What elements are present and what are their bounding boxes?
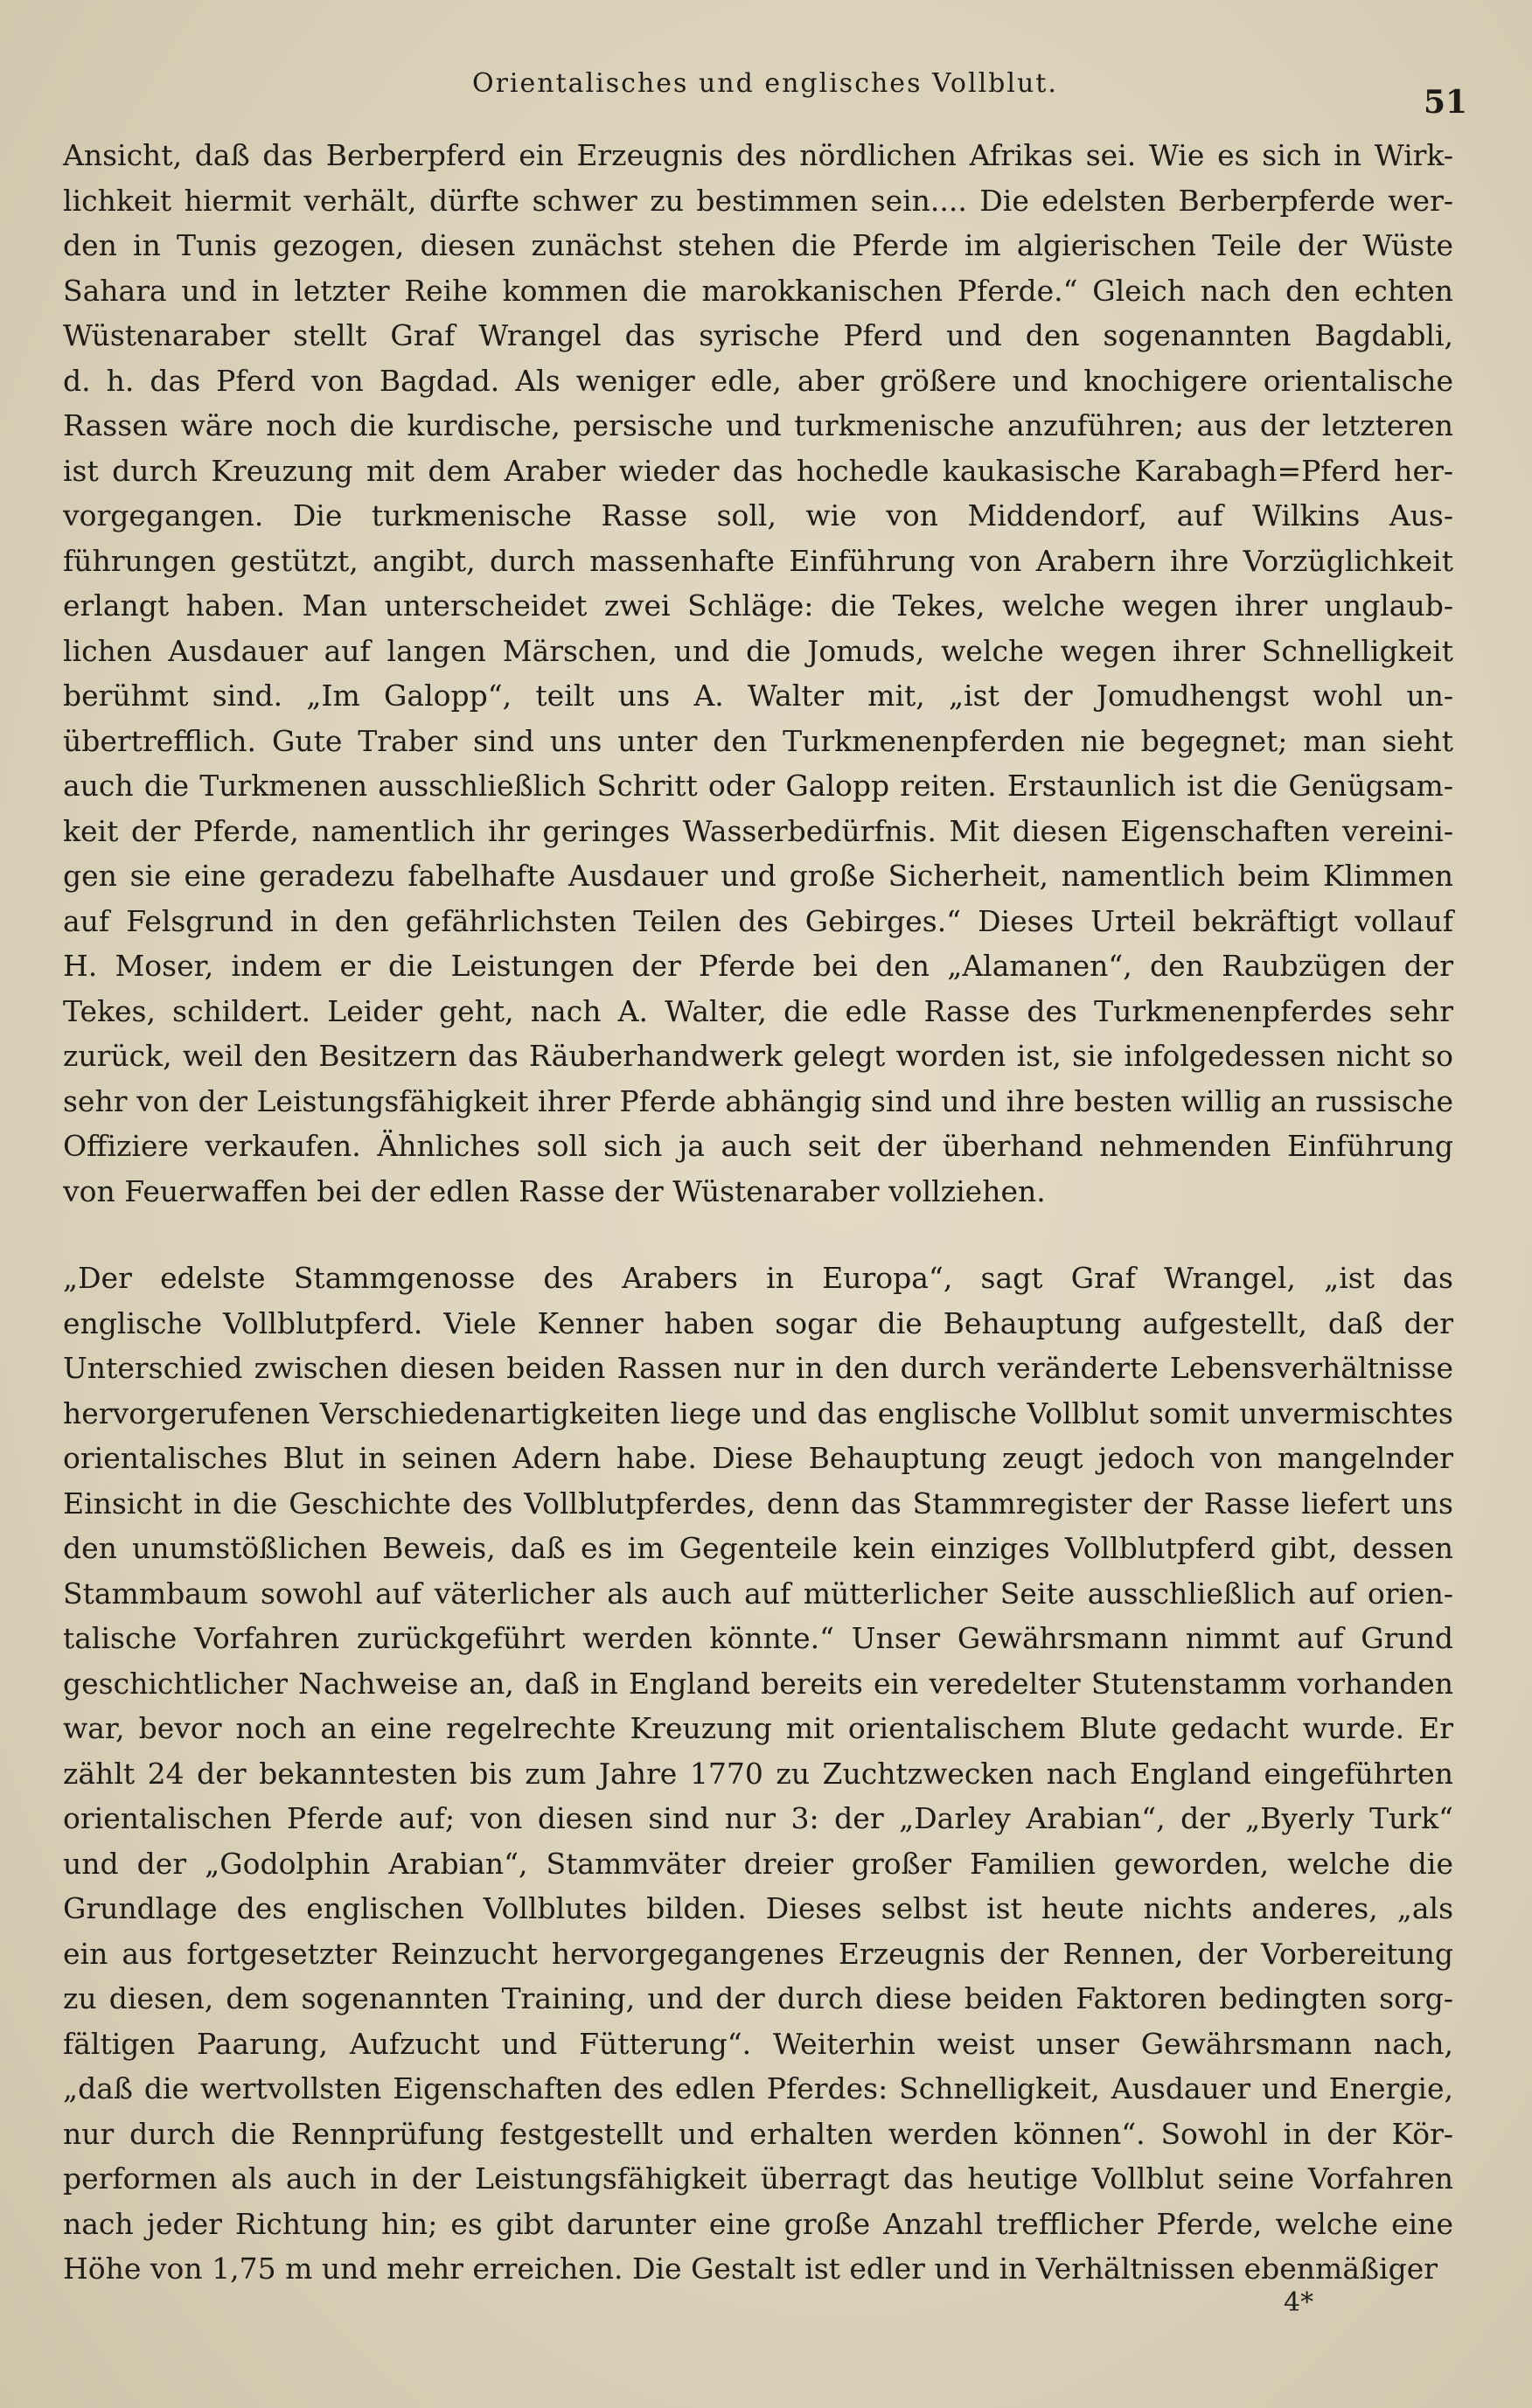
text-line: orientalischen Pferde auf; von diesen sind nur 3: der „Darley Arabian“, der „Byerly Turk“ [63,1801,1453,1835]
text-line: Höhe von 1,75 m und mehr erreichen. Die Gestalt ist edler und in Verhältnissen ebenmäßiger [63,2251,1438,2286]
text-line: Ansicht, daß das Berberpferd ein Erzeugnis des nördlichen Afrikas sei. Wie es sich in Wirk- [63,138,1453,172]
page-header [0,68,1532,121]
text-line: nach jeder Richtung hin; es gibt darunter eine große Anzahl trefflicher Pferde, welche eine [63,2206,1453,2241]
text-line: ein aus fortgesetzter Reinzucht hervorgegangenes Erzeugnis der Rennen, der Vorbereitung [63,1936,1453,1971]
text-line: fältigen Paarung, Aufzucht und Fütterung“. Weiterhin weist unser Gewährsmann nach, [63,2026,1453,2061]
text-line: Rassen wäre noch die kurdische, persische und turkmenische anzuführen; aus der letzteren [63,408,1453,442]
text-line: d. h. das Pferd von Bagdad. Als weniger edle, aber größere und knochigere orientalische [63,363,1453,398]
text-line: Stammbaum sowohl auf väterlicher als auch auf mütterlicher Seite ausschließlich auf orien- [63,1576,1453,1611]
text-line: berühmt sind. „Im Galopp“, teilt uns A. Walter mit, „ist der Jomudhengst wohl un- [63,679,1453,713]
text-line: zurück, weil den Besitzern das Räuberhandwerk gelegt worden ist, sie infolgedessen nicht so [63,1039,1453,1073]
text-line: „daß die wertvollsten Eigenschaften des edlen Pferdes: Schnelligkeit, Ausdauer und Energie, [63,2071,1453,2105]
text-line: orientalisches Blut in seinen Adern habe. Diese Behauptung zeugt jedoch von mangelnder [63,1441,1453,1475]
text-line: war, bevor noch an eine regelrechte Kreuzung mit orientalischem Blute gedacht wurde. Er [63,1711,1453,1745]
text-line: performen als auch in der Leistungsfähigkeit überragt das heutige Vollblut seine Vorfahren [63,2161,1453,2196]
text-line: englische Vollblutpferd. Viele Kenner haben sogar die Behauptung aufgestellt, daß der [63,1305,1453,1340]
text-line: vorgegangen. Die turkmenische Rasse soll, wie von Middendorf, auf Wilkins Aus- [63,498,1453,532]
text-line: auch die Turkmenen ausschließlich Schritt oder Galopp reiten. Erstaunlich ist die Genügsam- [63,769,1453,803]
text-line: gen sie eine geradezu fabelhafte Ausdauer und große Sicherheit, namentlich beim Klimmen [63,859,1453,893]
text-line: keit der Pferde, namentlich ihr geringes Wasserbedürfnis. Mit diesen Eigenschaften vereini- [63,813,1453,848]
paragraph [63,133,1453,1214]
text-line: den in Tunis gezogen, diesen zunächst stehen die Pferde im algierischen Teile der Wüste [63,228,1453,262]
signature-mark: 4* [1284,2287,1314,2318]
text-line: von Feuerwaffen bei der edlen Rasse der Wüstenaraber vollziehen. [63,1173,1046,1208]
body-text [63,133,1453,2292]
text-line: sehr von der Leistungsfähigkeit ihrer Pferde abhängig sind und ihre besten willig an russische [63,1083,1453,1118]
text-line: zählt 24 der bekanntesten bis zum Jahre 1770 zu Zuchtzwecken nach England eingeführten [63,1756,1453,1791]
text-line: talische Vorfahren zurückgeführt werden könnte.“ Unser Gewährsmann nimmt auf Grund [63,1621,1453,1655]
text-line: führungen gestützt, angibt, durch massenhafte Einführung von Arabern ihre Vorzüglichkeit [63,543,1453,578]
text-line: Grundlage des englischen Vollblutes bilden. Dieses selbst ist heute nichts anderes, „als [63,1891,1453,1925]
text-line: H. Moser, indem er die Leistungen der Pferde bei den „Alamanen“, den Raubzügen der [63,949,1453,983]
text-line: lichen Ausdauer auf langen Märschen, und die Jomuds, welche wegen ihrer Schnelligkeit [63,633,1453,668]
text-line: ist durch Kreuzung mit dem Araber wieder das hochedle kaukasische Karabagh=Pferd her- [63,453,1453,488]
page-number: 51 [1424,84,1468,121]
text-line: geschichtlicher Nachweise an, daß in England bereits ein veredelter Stutenstamm vorhanden [63,1666,1453,1701]
text-line: „Der edelste Stammgenosse des Arabers in Europa“, sagt Graf Wrangel, „ist das [63,1261,1453,1295]
text-line: Einsicht in die Geschichte des Vollblutpferdes, denn das Stammregister der Rasse liefert uns [63,1486,1453,1521]
paragraph-gap [63,1214,1453,1256]
text-line: hervorgerufenen Verschiedenartigkeiten liege und das englische Vollblut somit unvermischtes [63,1395,1453,1430]
text-line: Wüstenaraber stellt Graf Wrangel das syrische Pferd und den sogenannten Bagdabli, [63,318,1453,352]
text-line: zu diesen, dem sogenannten Training, und der durch diese beiden Faktoren bedingten sorg- [63,1981,1453,2015]
text-line: übertrefflich. Gute Traber sind uns unter den Turkmenenpferden nie begegnet; man sieht [63,723,1453,758]
text-line: nur durch die Rennprüfung festgestellt und erhalten werden können“. Sowohl in der Kör- [63,2116,1453,2151]
running-title: Orientalisches und englisches Vollblut. [472,68,1058,99]
text-line: Offiziere verkaufen. Ähnliches soll sich ja auch seit der überhand nehmenden Einführung [63,1129,1453,1163]
text-line: erlangt haben. Man unterscheidet zwei Schläge: die Tekes, welche wegen ihrer unglaub- [63,588,1453,623]
text-line: auf Felsgrund in den gefährlichsten Teilen des Gebirges.“ Dieses Urteil bekräftigt vollauf [63,903,1453,938]
text-line: und der „Godolphin Arabian“, Stammväter dreier großer Familien geworden, welche die [63,1846,1453,1881]
text-line: Sahara und in letzter Reihe kommen die marokkanischen Pferde.“ Gleich nach den echten [63,273,1453,308]
paragraph [63,1256,1453,2292]
text-line: Unterschied zwischen diesen beiden Rassen nur in den durch veränderte Lebensverhältnisse [63,1351,1453,1385]
text-line: den unumstößlichen Beweis, daß es im Gegenteile kein einziges Vollblutpferd gibt, dessen [63,1531,1453,1565]
text-line: Tekes, schildert. Leider geht, nach A. Walter, die edle Rasse des Turkmenenpferdes sehr [63,993,1453,1028]
text-line: lichkeit hiermit verhält, dürfte schwer zu bestimmen sein.... Die edelsten Berberpferde wer- [63,183,1453,218]
